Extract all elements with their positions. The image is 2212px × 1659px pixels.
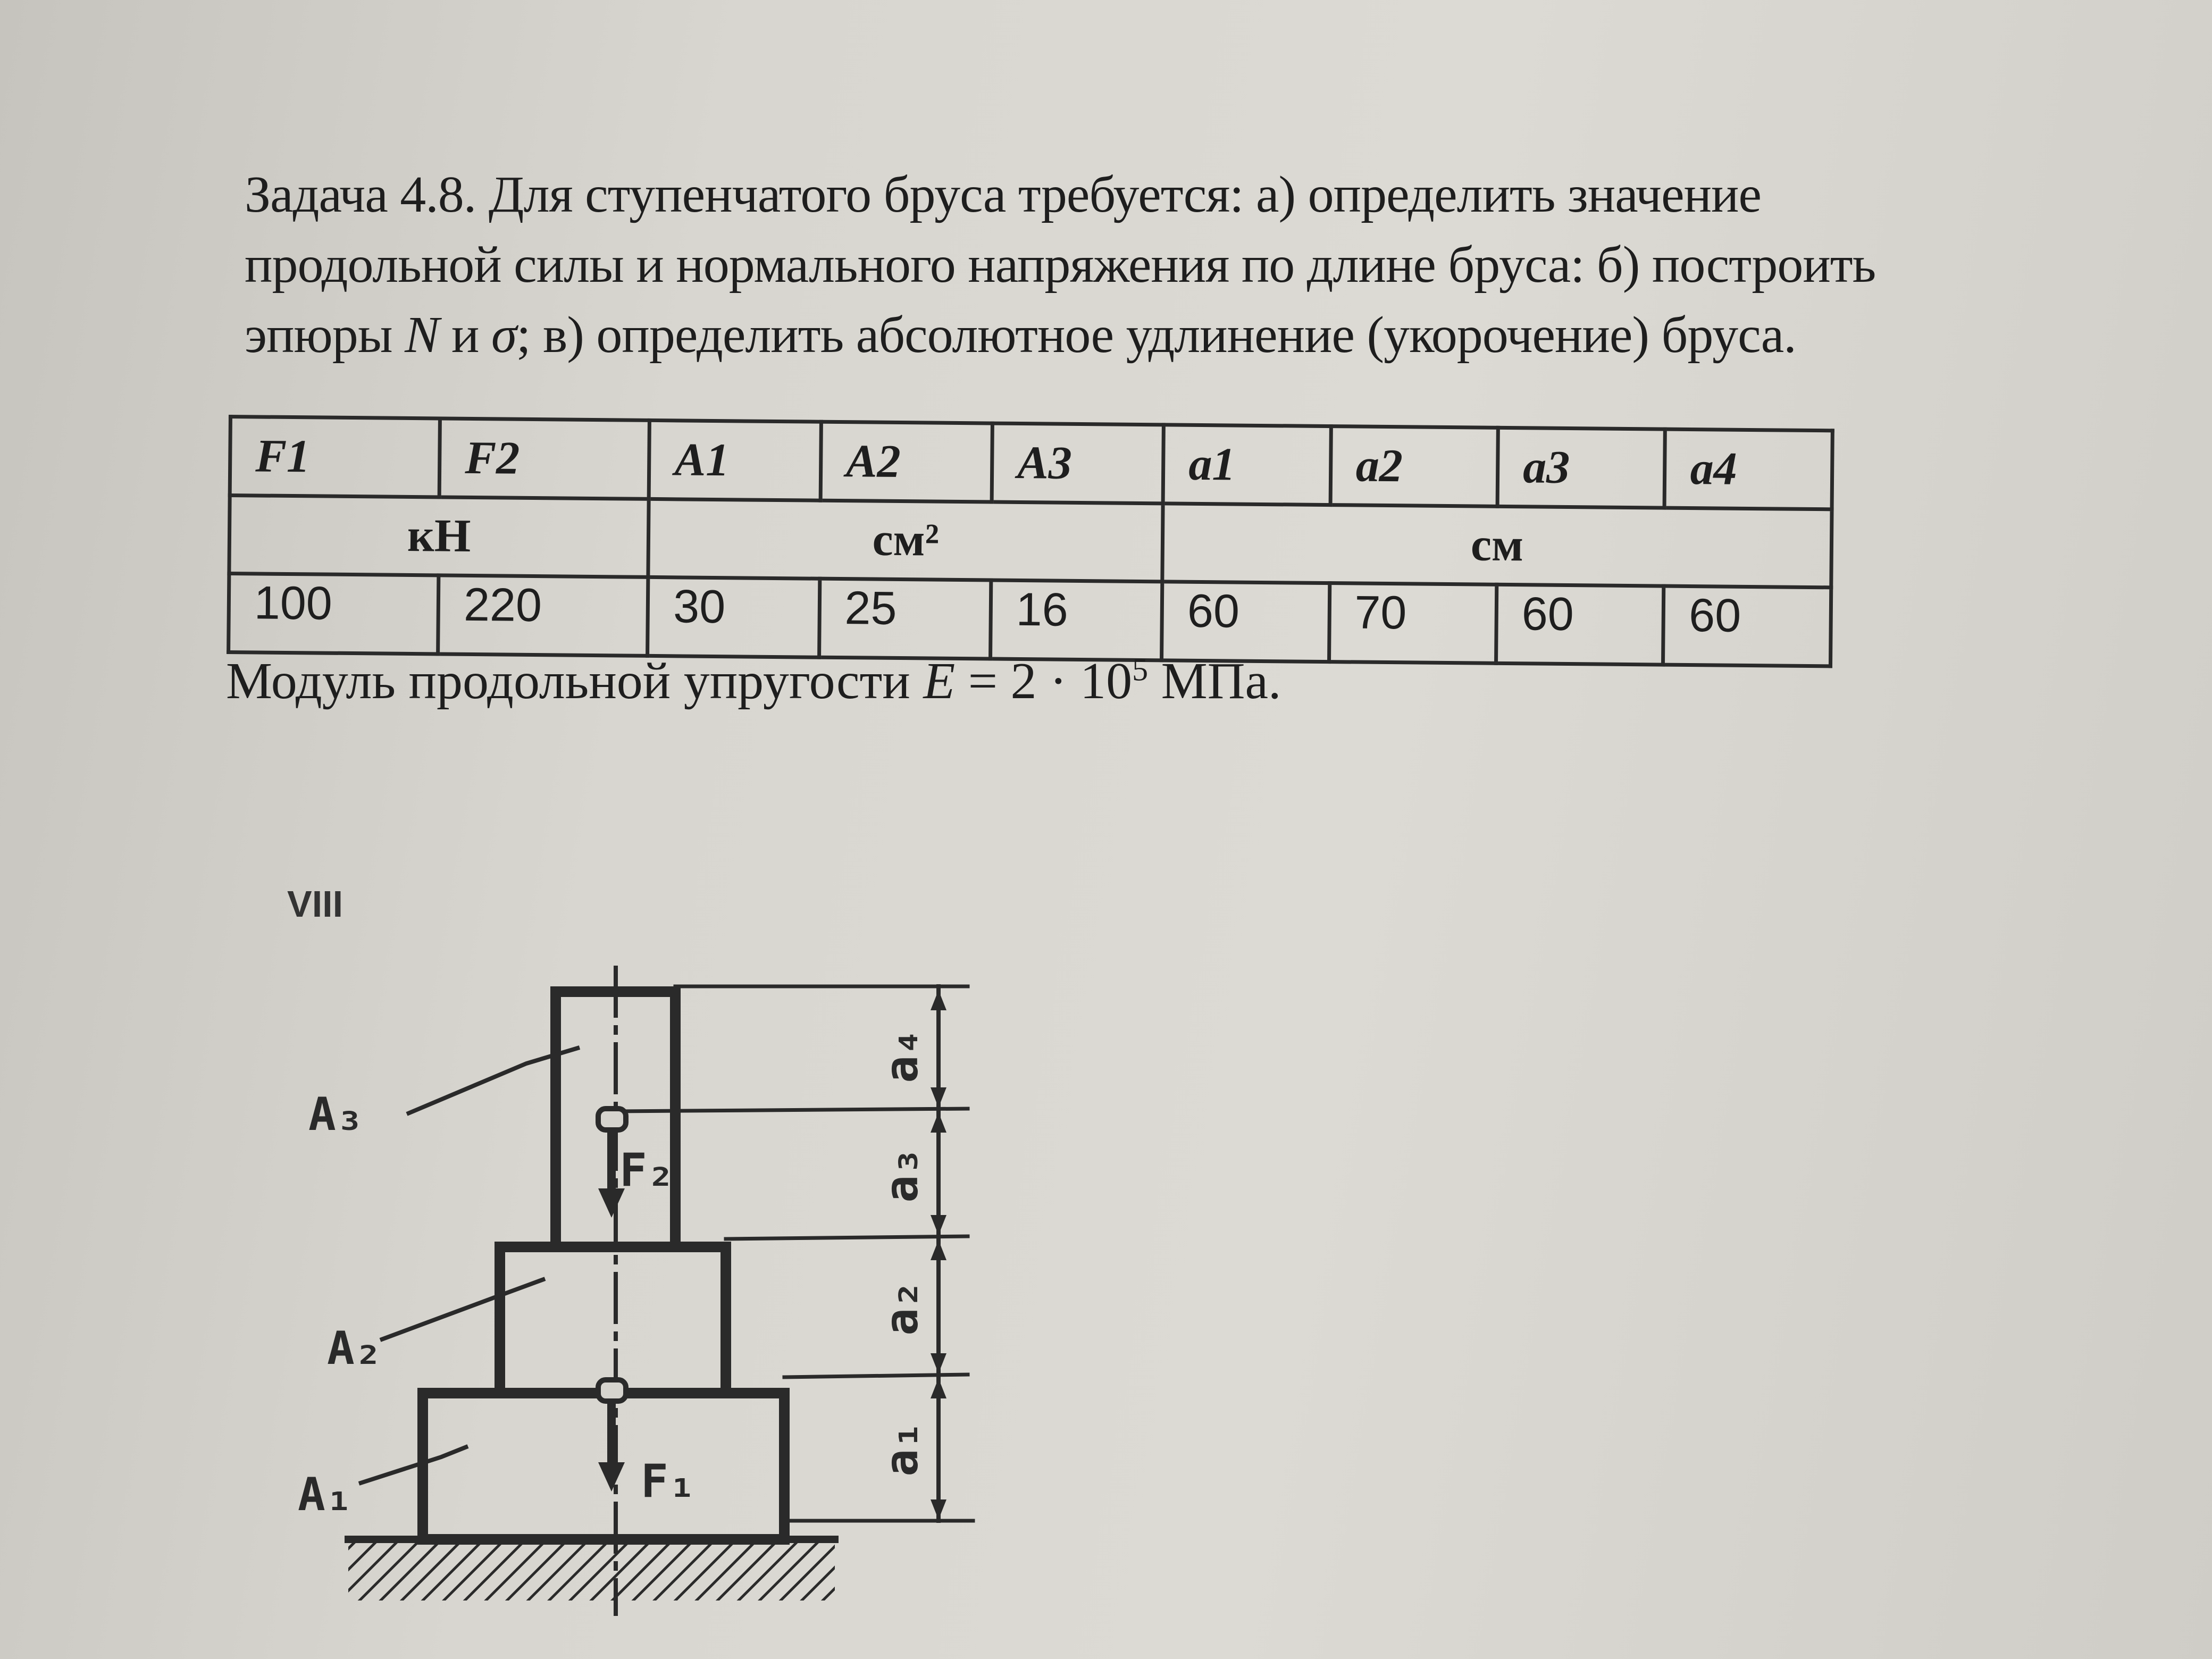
value-cell: 220 (438, 575, 648, 656)
unit-cell: см (1162, 503, 1832, 588)
dim-arrow (931, 1087, 946, 1108)
leader-a2 (380, 1279, 545, 1340)
exponent: 5 (1132, 652, 1149, 688)
symbol-sigma: σ (491, 306, 517, 364)
header-cell: F1 (230, 417, 440, 497)
text: и (439, 306, 491, 364)
value-cell: 60 (1663, 586, 1831, 666)
header-cell: F2 (439, 418, 649, 499)
load-node-f2 (598, 1109, 626, 1130)
dim-extension (726, 1236, 968, 1239)
label-a3: A₃ (308, 1088, 364, 1141)
load-node-f1 (598, 1380, 626, 1401)
header-cell: a2 (1330, 426, 1498, 506)
leader-a1 (359, 1446, 468, 1484)
value-cell: 60 (1162, 582, 1330, 661)
value-cell: 70 (1329, 583, 1497, 663)
dim-label-a4: a₄ (875, 1028, 928, 1083)
header-cell: A1 (649, 420, 822, 500)
arrowhead-f1 (598, 1462, 625, 1492)
dim-arrow (931, 1215, 946, 1235)
problem-line-2: продольной силы и нормального напряжения по длине бруса: б) построить (245, 236, 1876, 294)
dim-arrow (931, 990, 946, 1010)
symbol-n: N (405, 306, 439, 364)
label-f2: F₂ (619, 1144, 675, 1197)
section-a2 (500, 1247, 726, 1393)
dimension-labels (875, 1028, 928, 1477)
value-cell: 60 (1496, 585, 1664, 665)
dim-arrow (931, 1240, 946, 1260)
text: = 2 · 10 (955, 652, 1133, 710)
text: МПа. (1148, 652, 1281, 710)
unit-cell: см² (648, 499, 1163, 582)
dim-label-a2: a₂ (875, 1280, 928, 1336)
value-cell: 16 (990, 580, 1162, 660)
ground-support (348, 1539, 835, 1601)
dim-label-a3: a₃ (875, 1147, 928, 1203)
header-cell: A3 (992, 423, 1164, 503)
dim-label-a1: a₁ (875, 1421, 928, 1477)
text: эпюры (245, 306, 405, 364)
header-cell: a4 (1665, 429, 1833, 509)
header-cell: a3 (1497, 428, 1665, 507)
value-cell: 100 (229, 574, 439, 654)
text: Модуль продольной упругости (226, 652, 924, 710)
value-cell: 25 (819, 579, 991, 659)
dim-arrow (931, 1112, 946, 1133)
problem-line-1: Задача 4.8. Для ступенчатого бруса требуется: а) определить значение (245, 166, 1761, 223)
label-a2: A₂ (327, 1322, 382, 1375)
value-cell: 30 (648, 577, 820, 657)
scheme-number: VIII (287, 883, 343, 925)
text: ; в) определить абсолютное удлинение (укорочение) бруса. (516, 306, 1796, 364)
header-cell: a1 (1163, 425, 1331, 505)
header-cell: A2 (820, 422, 993, 501)
dim-arrow (931, 1353, 946, 1373)
label-f1: F₁ (641, 1455, 696, 1508)
unit-cell: кН (229, 495, 649, 577)
dim-arrow (931, 1499, 946, 1520)
symbol-e: E (923, 652, 956, 710)
dim-arrow (931, 1378, 946, 1398)
label-a1: A₁ (298, 1468, 353, 1521)
dim-extension (617, 1109, 968, 1111)
